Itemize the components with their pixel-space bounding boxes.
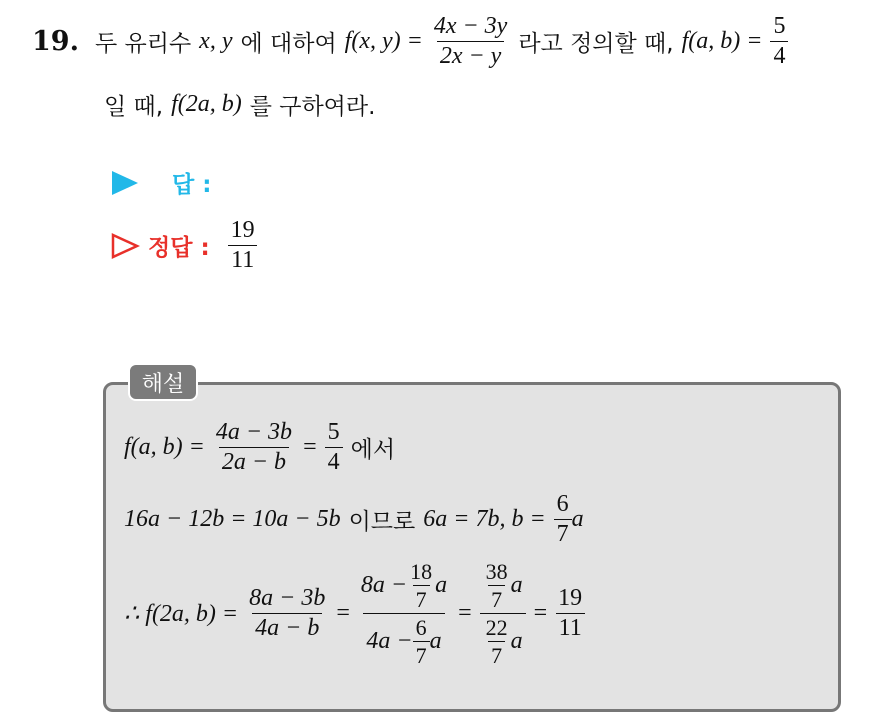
solution-l3-result-denominator: 11: [556, 613, 585, 641]
solution-l1-denominator: 2a − b: [219, 447, 289, 475]
solution-l2-b: 6a = 7b, b =: [423, 506, 546, 533]
solution-l3-numerator-1: 8a − 3b: [249, 585, 326, 611]
solution-l3-d3-var: a: [510, 628, 523, 655]
problem-number: 19.: [32, 26, 79, 58]
correct-answer-label: 정답 :: [148, 235, 210, 262]
solution-l2-denominator: 7: [554, 519, 572, 547]
solution-l2-fraction: [554, 492, 572, 547]
solution-l3-denominator-3: [480, 613, 526, 667]
solution-tag: 해설: [128, 363, 198, 401]
solution-l3-d2-var: a: [429, 628, 442, 655]
solution-l1-equals: =: [303, 434, 317, 461]
solution-l2-numerator: 6: [556, 491, 569, 517]
given-numerator: 5: [773, 13, 786, 39]
solution-l3-denominator-1: 4a − b: [252, 613, 322, 641]
solution-l3-fraction-3: [480, 560, 526, 667]
solution-l3-denominator-2: [363, 613, 444, 667]
solution-l1-text: 에서: [350, 437, 396, 464]
solution-l1-fraction: [213, 420, 295, 475]
target-expression: f(2a, b): [171, 91, 242, 117]
solution-l3-d2-pre: 4a −: [366, 628, 413, 655]
solution-l3-d2-subfraction: [413, 616, 430, 667]
solution-l3-n2-subnum: 18: [410, 559, 433, 584]
definition-denominator: 2x − y: [437, 41, 505, 69]
solution-l3-d3-subden: 7: [488, 641, 505, 667]
solution-l1-right-denominator: 4: [325, 447, 343, 475]
solution-l1-right-fraction: [325, 420, 343, 475]
solution-l2-text: 이므로: [348, 509, 416, 536]
solution-l3-equals-2: =: [458, 600, 472, 627]
solution-l3-fraction-2: [358, 560, 450, 667]
given-fraction: [770, 14, 788, 69]
problem-text-1: 두 유리수: [94, 31, 192, 58]
solution-l3-n3-subfraction: [483, 560, 511, 611]
correct-answer-denominator: 11: [228, 245, 257, 273]
solution-l1-right-numerator: 5: [327, 419, 340, 445]
solution-l3-result-fraction: [555, 586, 585, 641]
correct-answer-row: [110, 218, 258, 273]
definition-numerator: 4x − 3y: [433, 13, 508, 39]
solution-l3-equals-1: =: [336, 600, 350, 627]
solution-l1-lhs: f(a, b) =: [124, 434, 205, 461]
answer-label: 답 :: [172, 172, 212, 198]
solution-l3-n2-subfraction: [407, 560, 435, 611]
problem-line-1: [32, 14, 788, 69]
play-triangle-icon: [110, 170, 140, 196]
solution-l3-n2-var: a: [435, 572, 448, 598]
function-fab: f(a, b) =: [681, 28, 763, 55]
solution-l3-d3-subfraction: [483, 616, 511, 667]
solution-l3-result-numerator: 19: [558, 585, 583, 611]
solution-l3-n2-subden: 7: [413, 585, 430, 611]
solution-line-2: [124, 492, 584, 547]
solution-l3-n2-pre: 8a −: [360, 572, 408, 598]
function-fxy: f(x, y) =: [344, 28, 423, 55]
definition-fraction: [431, 14, 511, 69]
problem-text-2: 에 대하여: [240, 31, 337, 58]
solution-line-3: [124, 560, 585, 667]
solution-l3-d2-subnum: 6: [415, 615, 427, 641]
solution-l2-var: a: [571, 506, 584, 533]
given-denominator: 4: [770, 41, 788, 69]
solution-l3-n3-var: a: [510, 572, 523, 598]
solution-l3-lhs: ∴ f(2a, b) =: [124, 601, 239, 628]
outline-triangle-icon: [110, 233, 140, 259]
solution-l3-d3-subnum: 22: [485, 615, 508, 641]
solution-l3-numerator-3: [480, 560, 526, 613]
solution-l3-n3-subnum: 38: [485, 559, 508, 584]
problem-text-4: 일 때,: [104, 94, 164, 120]
answer-row: [110, 166, 211, 199]
solution-l1-numerator: 4a − 3b: [215, 419, 293, 445]
solution-line-1: [124, 420, 395, 475]
solution-l3-n3-subden: 7: [488, 585, 505, 611]
problem-line-2: [104, 88, 375, 121]
problem-text-3: 라고 정의할 때,: [518, 31, 674, 58]
problem-text-5: 를 구하여라.: [249, 94, 376, 120]
problem-vars: x, y: [199, 28, 233, 55]
solution-l3-equals-3: =: [533, 600, 548, 627]
solution-l3-fraction-1: [246, 586, 328, 641]
solution-l3-d2-subden: 7: [413, 641, 430, 667]
correct-answer-fraction: [228, 218, 258, 273]
solution-l2-equation: 16a − 12b = 10a − 5b: [124, 506, 341, 533]
correct-answer-numerator: 19: [230, 217, 255, 243]
solution-l3-numerator-2: [358, 560, 450, 613]
